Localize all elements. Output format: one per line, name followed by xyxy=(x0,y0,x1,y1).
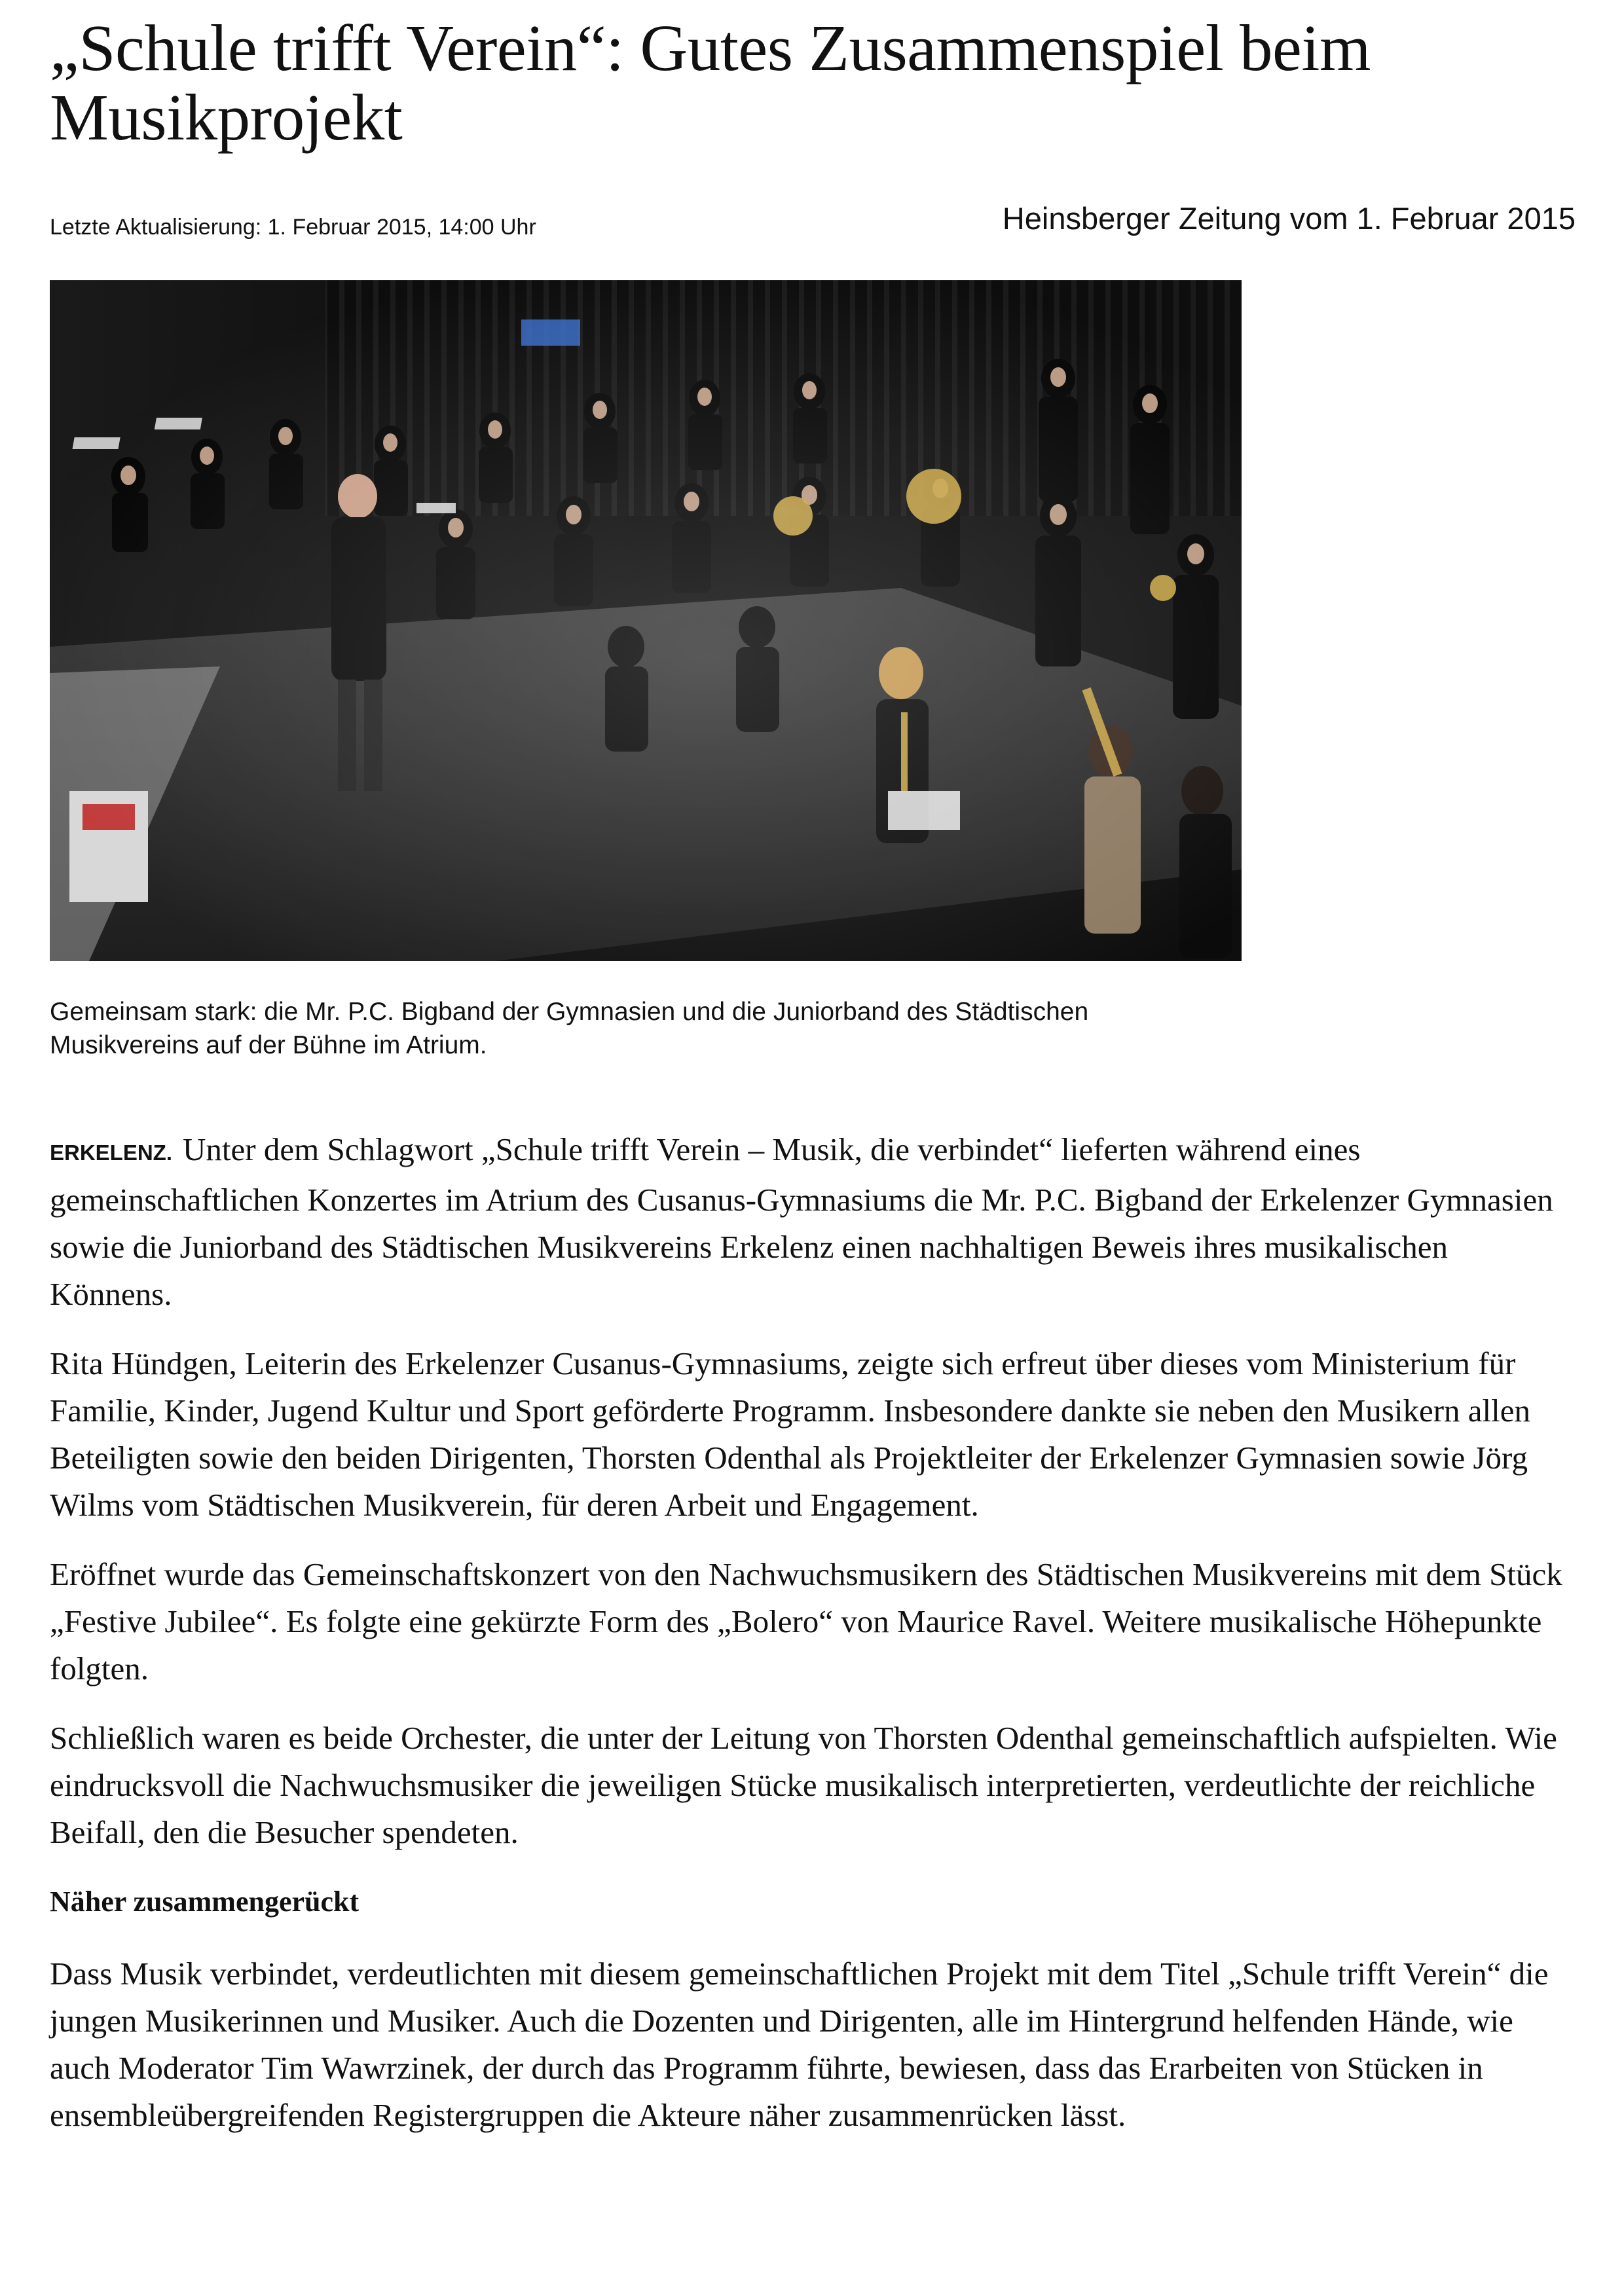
article xyxy=(50,11,1576,2133)
body-paragraph-3: Eröffnet wurde das Gemeinschaftskonzert von den Nachwuchsmusikern des Städtischen Musikvereins mit dem Stück „Festive Jubilee“. Es folgte eine gekürzte Form des „Bolero“ von Maurice Ravel. Weitere musikalische Höhepunkte folgten. xyxy=(50,1556,1562,1686)
article-meta xyxy=(50,196,1576,249)
article-photo xyxy=(50,280,1242,961)
body-paragraph-5: Dass Musik verbindet, verdeutlichten mit diesem gemeinschaftlichen Projekt mit dem Titel „Schule trifft Verein“ die jungen Musikerinnen und Musiker. Auch die Dozenten und Dirigenten, alle im Hintergrund helfenden Hände, wie auch Moderator Tim Wawrzinek, der durch das Programm führte, bewiesen, dass das Erarbeiten von Stücken in ensembleübergreifenden Registergruppen die Akteure näher zusammenrücken lässt. xyxy=(50,1956,1549,2133)
dateline: ERKELENZ. xyxy=(50,1140,173,1165)
photo-caption: Gemeinsam stark: die Mr. P.C. Bigband der Gymnasien und die Juniorband des Städtischen Musikvereins auf der Bühne im Atrium. xyxy=(50,998,1089,1059)
body-paragraph-2: Rita Hündgen, Leiterin des Erkelenzer Cusanus-Gymnasiums, zeigte sich erfreut über dieses vom Ministerium für Familie, Kinder, Jugend Kultur und Sport geförderte Programm. Insbesondere dankte sie neben den Musikern allen Beteiligten sowie den beiden Dirigenten, Thorsten Odenthal als Projektleiter der Erkelenzer Gymnasien sowie Jörg Wilms vom Städtischen Musikverein, für deren Arbeit und Engagement. xyxy=(50,1345,1531,1523)
body-paragraph-4: Schließlich waren es beide Orchester, die unter der Leitung von Thorsten Odenthal gemeinschaftlich aufspielten. Wie eindrucksvoll die Nachwuchsmusiker die jeweiligen Stücke musikalisch interpretierten, verdeutlichte der reichliche Beifall, den die Besucher spendeten. xyxy=(50,1720,1557,1850)
newspaper-source: Heinsberger Zeitung vom 1. Februar 2015 xyxy=(1002,201,1576,236)
last-updated-timestamp: Letzte Aktualisierung: 1. Februar 2015, 14:00 Uhr xyxy=(50,215,536,240)
concert-stage-photo xyxy=(50,280,1242,961)
section-subheading: Näher zusammengerückt xyxy=(50,1886,360,1918)
body-paragraph-1 xyxy=(50,1126,1576,1318)
paragraph-text: Unter dem Schlagwort „Schule trifft Verein – Musik, die verbindet“ lieferten während eines gemeinschaftlichen Konzertes im Atrium des Cusanus-Gymnasiums die Mr. P.C. Bigband der Erkelenzer Gymnasien sowie die Juniorband des Städtischen Musikvereins Erkelenz einen nachhaltigen Beweis ihres musikalischen Könnens. xyxy=(50,1131,1553,1312)
article-body xyxy=(50,1126,1576,2161)
article-headline: „Schule trifft Verein“: Gutes Zusammenspiel beim Musikprojekt xyxy=(50,11,1371,154)
